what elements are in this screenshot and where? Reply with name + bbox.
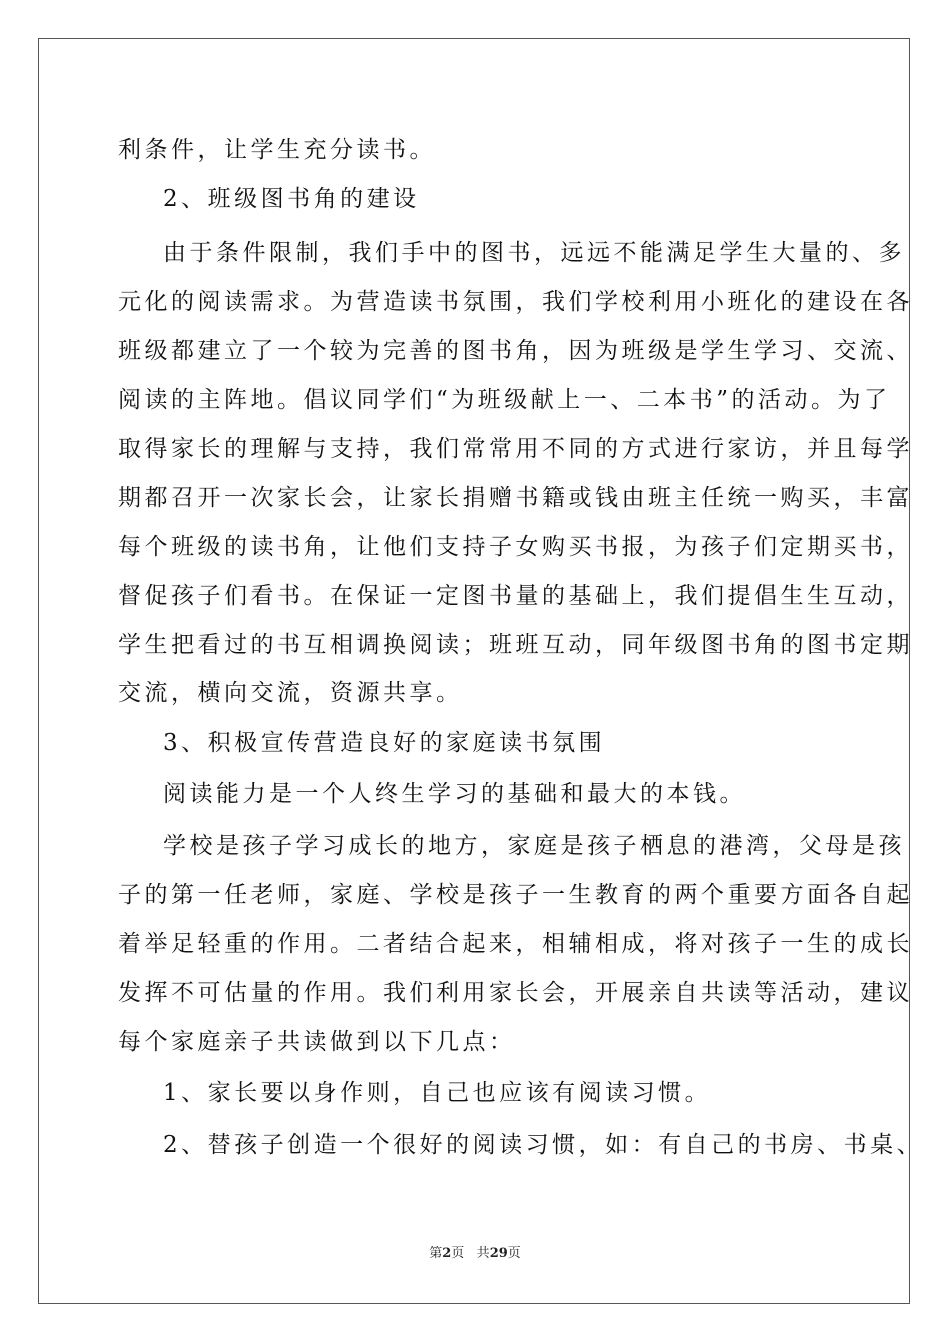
text-line: 着举足轻重的作用。二者结合起来，相辅相成，将对孩子一生的成长 — [118, 931, 913, 957]
page-label-prefix: 第 — [429, 1246, 443, 1261]
page-border — [38, 38, 910, 1304]
text-line: 子的第一任老师，家庭、学校是孩子一生教育的两个重要方面各自起 — [118, 882, 913, 908]
text-line: 督促孩子们看书。在保证一定图书量的基础上，我们提倡生生互动， — [118, 583, 913, 609]
text-line: 取得家长的理解与支持，我们常常用不同的方式进行家访，并且每学 — [118, 436, 913, 462]
text-line: 阅读的主阵地。倡议同学们“为班级献上一、二本书”的活动。为了 — [118, 387, 891, 413]
page-number: 2 — [442, 1246, 452, 1261]
text-line: 学校是孩子学习成长的地方，家庭是孩子栖息的港湾，父母是孩 — [163, 833, 905, 859]
list-item: 1、家长要以身作则，自己也应该有阅读习惯。 — [163, 1080, 712, 1106]
total-label-suffix: 页 — [507, 1246, 521, 1261]
page-footer — [0, 1244, 950, 1264]
section-heading: 3、积极宣传营造良好的家庭读书氛围 — [163, 730, 606, 756]
text-line: 期都召开一次家长会，让家长捐赠书籍或钱由班主任统一购买，丰富 — [118, 485, 913, 511]
text-line: 班级都建立了一个较为完善的图书角，因为班级是学生学习、交流、 — [118, 338, 913, 364]
section-heading: 2、班级图书角的建设 — [163, 186, 420, 212]
text-line: 由于条件限制，我们手中的图书，远远不能满足学生大量的、多 — [163, 240, 905, 266]
total-label-prefix: 共 — [476, 1246, 490, 1261]
text-line: 阅读能力是一个人终生学习的基础和最大的本钱。 — [163, 781, 746, 807]
text-line: 利条件，让学生充分读书。 — [118, 137, 436, 163]
text-line: 发挥不可估量的作用。我们利用家长会，开展亲自共读等活动，建议 — [118, 980, 913, 1006]
text-line: 每个家庭亲子共读做到以下几点： — [118, 1029, 516, 1055]
text-line: 元化的阅读需求。为营造读书氛围，我们学校利用小班化的建设在各 — [118, 289, 913, 315]
text-line: 交流，横向交流，资源共享。 — [118, 680, 463, 706]
list-item: 2、替孩子创造一个很好的阅读习惯，如：有自己的书房、书桌、 — [163, 1132, 924, 1158]
text-line: 每个班级的读书角，让他们支持子女购买书报，为孩子们定期买书， — [118, 534, 913, 560]
total-pages: 29 — [489, 1246, 508, 1261]
page-label-suffix: 页 — [451, 1246, 465, 1261]
text-line: 学生把看过的书互相调换阅读；班班互动，同年级图书角的图书定期 — [118, 632, 913, 658]
